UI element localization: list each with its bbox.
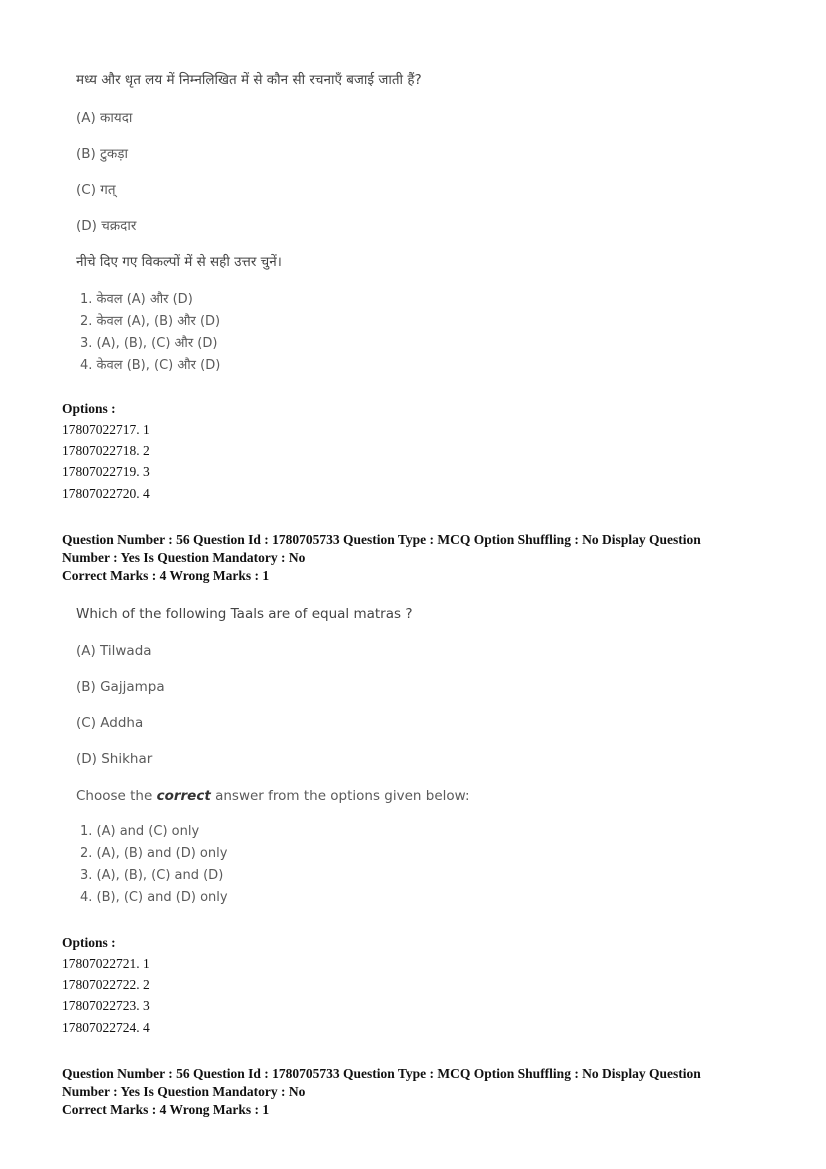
option-row: 17807022720. 4 bbox=[62, 486, 150, 501]
choice-4: 4. (B), (C) and (D) only bbox=[80, 890, 228, 905]
instruction-text bbox=[76, 788, 470, 804]
option-row: 17807022719. 3 bbox=[62, 464, 150, 479]
item-c: (C) Addha bbox=[76, 715, 144, 731]
instruction-pre: Choose the bbox=[76, 788, 157, 804]
options-label: Options : bbox=[62, 401, 116, 416]
option-row: 17807022723. 3 bbox=[62, 998, 150, 1013]
choice-2: 2. (A), (B) and (D) only bbox=[80, 846, 228, 861]
option-row: 17807022722. 2 bbox=[62, 977, 150, 992]
item-d: (D) Shikhar bbox=[76, 751, 153, 767]
choice-1: 1. केवल (A) और (D) bbox=[80, 292, 193, 307]
choice-3: 3. (A), (B), (C) and (D) bbox=[80, 868, 224, 883]
choice-3: 3. (A), (B), (C) और (D) bbox=[80, 336, 218, 351]
item-a: (A) कायदा bbox=[76, 110, 133, 126]
item-c: (C) गत् bbox=[76, 182, 116, 198]
instruction-text: नीचे दिए गए विकल्पों में से सही उत्तर चुनें। bbox=[76, 254, 282, 270]
question-text: मध्य और धृत लय में निम्नलिखित में से कौन सी रचनाएँ बजाई जाती हैं? bbox=[76, 72, 422, 88]
choice-4: 4. केवल (B), (C) और (D) bbox=[80, 358, 221, 373]
option-row: 17807022724. 4 bbox=[62, 1020, 150, 1035]
question-meta-line: Question Number : 56 Question Id : 1780705733 Question Type : MCQ Option Shuffling : No Display Question bbox=[62, 532, 701, 547]
question-meta-line: Number : Yes Is Question Mandatory : No bbox=[62, 1084, 306, 1099]
option-row: 17807022718. 2 bbox=[62, 443, 150, 458]
item-d: (D) चक्रदार bbox=[76, 218, 137, 234]
question-meta-line: Number : Yes Is Question Mandatory : No bbox=[62, 550, 306, 565]
options-label: Options : bbox=[62, 935, 116, 950]
option-row: 17807022721. 1 bbox=[62, 956, 150, 971]
instruction-post: answer from the options given below: bbox=[210, 788, 470, 804]
item-a: (A) Tilwada bbox=[76, 643, 152, 659]
choice-1: 1. (A) and (C) only bbox=[80, 824, 200, 839]
question-text: Which of the following Taals are of equal matras ? bbox=[76, 606, 413, 622]
choice-2: 2. केवल (A), (B) और (D) bbox=[80, 314, 221, 329]
item-b: (B) टुकड़ा bbox=[76, 146, 128, 162]
marks-line: Correct Marks : 4 Wrong Marks : 1 bbox=[62, 1102, 270, 1117]
option-row: 17807022717. 1 bbox=[62, 422, 150, 437]
marks-line: Correct Marks : 4 Wrong Marks : 1 bbox=[62, 568, 270, 583]
question-meta-line: Question Number : 56 Question Id : 1780705733 Question Type : MCQ Option Shuffling : No Display Question bbox=[62, 1066, 701, 1081]
item-b: (B) Gajjampa bbox=[76, 679, 165, 695]
instruction-emphasis: correct bbox=[156, 788, 211, 804]
